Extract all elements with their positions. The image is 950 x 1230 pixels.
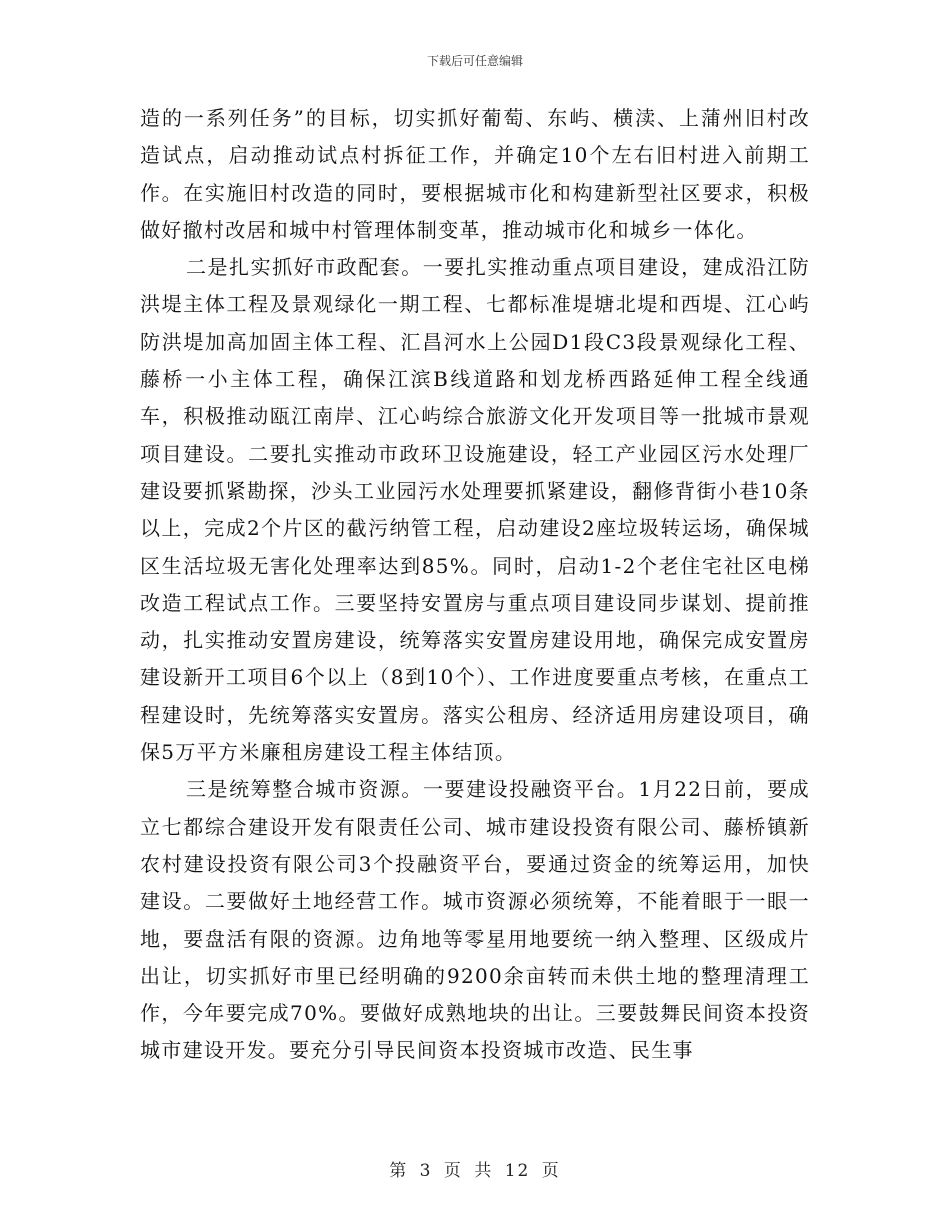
paragraph-urban-resources: 三是统筹整合城市资源。一要建设投融资平台。1月22日前，要成立七都综合建设开发有限责任公司、城市建设投资有限公司、藤桥镇新农村建设投资有限公司3个投融资平台，要通过资金的统筹运用，加快建设。二要做好土地经营工作。城市资源必须统筹，不能着眼于一眼一地，要盘活有限的资源。边角地等零星用地要统一纳入整理、区级成片出让，切实抓好市里已经明确的9200余亩转而未供土地的整理清理工作，今年要完成70%。要做好成熟地块的出让。三要鼓舞民间资本投资城市建设开发。要充分引导民间资本投资城市改造、民生事 — [140, 777, 810, 1063]
footer-page-total: 12 — [504, 1161, 531, 1181]
footer-page-current: 3 — [419, 1161, 433, 1181]
footer-label-total: 共 — [474, 1161, 494, 1181]
footer-label-unit: 页 — [443, 1161, 463, 1181]
page-footer — [0, 1156, 950, 1181]
footer-label-unit-end: 页 — [541, 1161, 561, 1181]
page-header-note: 下载后可任意编辑 — [426, 54, 523, 68]
footer-label-page: 第 — [389, 1161, 409, 1181]
paragraph-municipal-facilities: 二是扎实抓好市政配套。一要扎实推动重点项目建设，建成沿江防洪堤主体工程及景观绿化一期工程、七都标准堤塘北堤和西堤、江心屿防洪堤加高加固主体工程、汇昌河水上公园D1段C3段景观绿化工程、藤桥一小主体工程，确保江滨B线道路和划龙桥西路延伸工程全线通车，积极推动瓯江南岸、江心屿综合旅游文化开发项目等一批城市景观项目建设。二要扎实推动市政环卫设施建设，轻工产业园区污水处理厂建设要抓紧勘探，沙头工业园污水处理要抓紧建设，翻修背街小巷10条以上，完成2个片区的截污纳管工程，启动建设2座垃圾转运场，确保城区生活垃圾无害化处理率达到85%。同时，启动1-2个老住宅社区电梯改造工程试点工作。三要坚持安置房与重点项目建设同步谋划、提前推动，扎实推动安置房建设，统筹落实安置房建设用地，确保完成安置房建设新开工项目6个以上（8到10个）、工作进度要重点考核，在重点工程建设时，先统筹落实安置房。落实公租房、经济适用房建设项目，确保5万平方米廉租房建设工程主体结顶。 — [140, 255, 810, 765]
paragraph-continuation: 造的一系列任务”的目标，切实抓好葡萄、东屿、横渎、上蒲州旧村改造试点，启动推动试点村拆征工作，并确定10个左右旧村进入前期工作。在实施旧村改造的同时，要根据城市化和构建新型社区要求，积极做好撤村改居和城中村管理体制变革，推动城市化和城乡一体化。 — [140, 106, 810, 242]
document-body — [140, 100, 810, 1070]
